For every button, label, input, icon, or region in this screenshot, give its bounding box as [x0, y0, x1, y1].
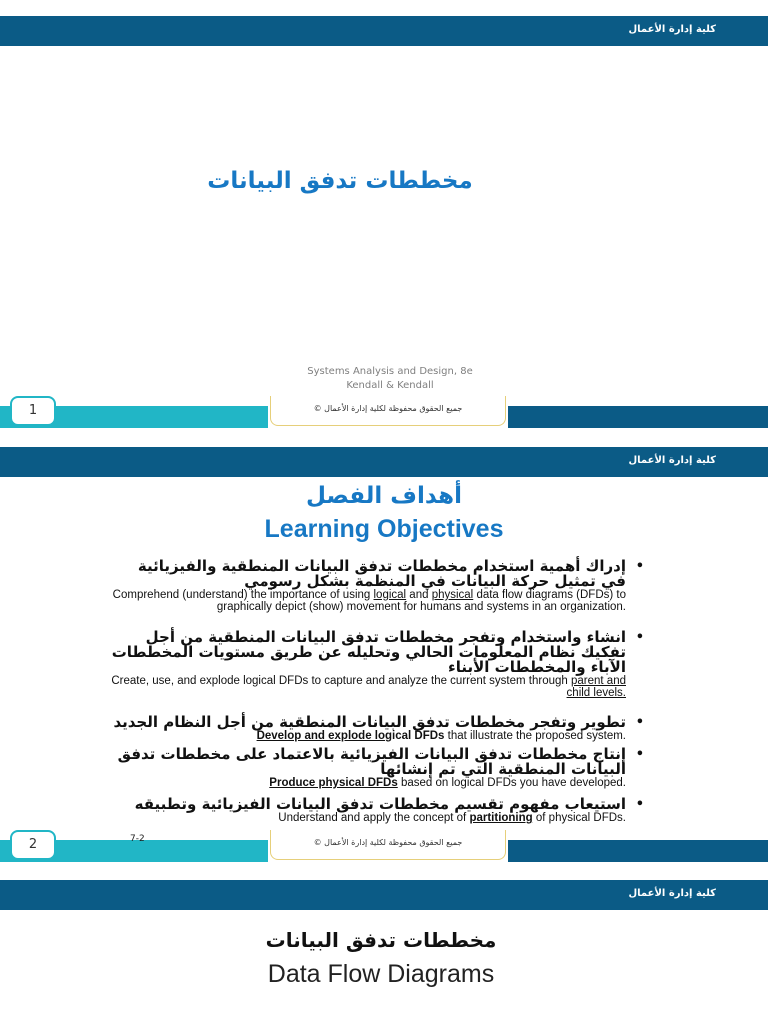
objective-en: Develop and explode logical DFDs that illustrate the proposed system.	[256, 730, 626, 742]
book-credit	[200, 365, 580, 393]
objective-4	[110, 747, 650, 789]
objective-ar: إنتاج مخططات تدفق البيانات الفيزيائية بالاعتماد على مخططات تدفق البيانات المنطقية التي تم إنشائها	[117, 745, 626, 778]
bullet-icon: •	[635, 630, 644, 645]
slide-number: 2	[10, 830, 56, 860]
slide-number: 1	[10, 396, 56, 426]
objective-5	[110, 797, 650, 824]
book-title: Systems Analysis and Design, 8e	[307, 366, 473, 377]
objective-2	[110, 630, 650, 699]
slide-title-english: Data Flow Diagrams	[267, 960, 495, 988]
objective-ar: انشاء واستخدام وتفجر مخططات تدفق البيانات المنطقية من أجل تفكيك نظام المعلومات الحالي وتحليله عن طريق مستويات المخططات الآباء والمخططات الأبناء	[111, 628, 626, 676]
header-label: كلية إدارة الأعمال	[628, 455, 716, 466]
objective-ar: تطوير وتفجر مخططات تدفق البيانات المنطقية من أجل النظام الجديد	[113, 713, 626, 731]
header-bar	[0, 447, 768, 477]
bullet-icon: •	[635, 559, 644, 574]
slide-title-english: Learning Objectives	[264, 515, 504, 543]
bullet-icon: •	[635, 715, 644, 730]
objective-ar: إدراك أهمية استخدام مخططات تدفق البيانات المنطقية والفيزيائية في تمثيل حركة البيانات في المنظمة بشكل رسومي	[137, 557, 626, 590]
slide-title-arabic: مخططات تدفق البيانات	[265, 928, 497, 952]
footer-bar	[0, 830, 768, 863]
slide-title: مخططات تدفق البيانات	[207, 168, 473, 194]
footer-navy-band	[508, 840, 768, 862]
book-authors: Kendall & Kendall	[346, 380, 434, 391]
header-bar	[0, 880, 768, 910]
objective-3	[110, 715, 650, 742]
slide-2	[0, 447, 768, 863]
bullet-icon: •	[635, 747, 644, 762]
footer-bar	[0, 396, 768, 436]
slide-title-arabic: أهداف الفصل	[306, 483, 462, 509]
header-bar	[0, 16, 768, 46]
header-label: كلية إدارة الأعمال	[628, 24, 716, 35]
copyright-notice: جميع الحقوق محفوظة لكلية إدارة الأعمال ©	[270, 396, 506, 426]
objective-en: Understand and apply the concept of partitioning of physical DFDs.	[278, 812, 626, 824]
objective-en: Comprehend (understand) the importance of using logical and physical data flow diagrams (DFDs) to graphically depict (show) movement for humans and systems in an organization.	[112, 589, 626, 613]
bullet-icon: •	[635, 797, 644, 812]
objective-1	[110, 559, 650, 613]
slide-1	[0, 0, 768, 438]
objective-en: Create, use, and explode logical DFDs to capture and analyze the current system through parent and child levels.	[111, 675, 626, 699]
objective-ar: استيعاب مفهوم تقسيم مخططات تدفق البيانات الفيزيائية وتطبيقه	[134, 795, 626, 813]
slide-3	[0, 880, 768, 1024]
header-label: كلية إدارة الأعمال	[628, 888, 716, 899]
slide-code: 7-2	[130, 834, 145, 844]
footer-navy-band	[508, 406, 768, 428]
copyright-notice: جميع الحقوق محفوظة لكلية إدارة الأعمال ©	[270, 830, 506, 860]
objective-en: Produce physical DFDs based on logical DFDs you have developed.	[269, 777, 626, 789]
